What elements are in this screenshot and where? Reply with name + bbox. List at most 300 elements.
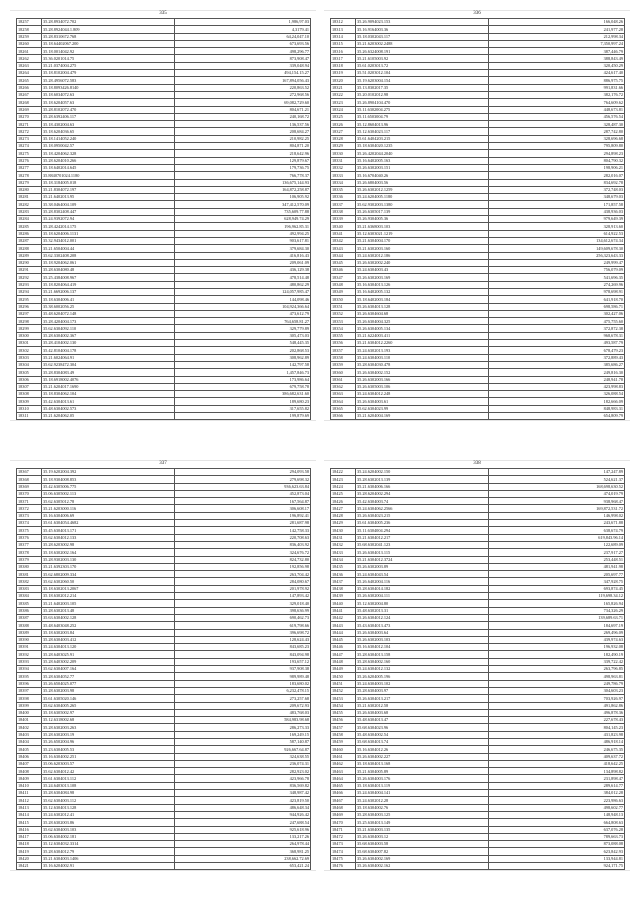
- row-coordinate: 35.26.6304002.162: [356, 863, 489, 870]
- row-value: 548,445.35: [175, 340, 311, 347]
- table-row: [331, 636, 625, 643]
- table-row: [331, 230, 625, 237]
- row-value: 584,983.98.68: [175, 717, 311, 724]
- row-id: 18261: [17, 48, 42, 55]
- row-coordinate: 35.24.6302012.41: [42, 811, 175, 818]
- row-value: 106,905.92: [175, 194, 311, 201]
- row-coordinate: 35.26.6304003.176: [356, 775, 489, 782]
- row-value: 409,637.72: [489, 753, 625, 760]
- table-row: [17, 383, 311, 390]
- table-row: [17, 607, 311, 614]
- row-id: 18291: [17, 267, 42, 274]
- row-id: 18388: [17, 622, 42, 629]
- row-value: 212,998.34: [489, 33, 625, 40]
- row-value: 979,649.39: [489, 216, 625, 223]
- table-row: [331, 77, 625, 84]
- row-value: 282,016.07: [489, 172, 625, 179]
- row-value: 139,689.63.71: [489, 614, 625, 621]
- row-id: 18335: [331, 186, 356, 193]
- row-id: 18332: [331, 164, 356, 171]
- row-value: 386,682,631.60: [175, 391, 311, 398]
- row-value: 619,843.96.14: [489, 534, 625, 541]
- table-row: [331, 332, 625, 339]
- row-coordinate: 35.28.6302003.19: [42, 731, 175, 738]
- row-id: 18443: [331, 622, 356, 629]
- row-id: 18470: [331, 819, 356, 826]
- row-value: 824,732.80: [175, 556, 311, 563]
- row-coordinate: 35.18.6304013.119: [356, 782, 489, 789]
- row-value: 693,874.45: [489, 585, 625, 592]
- row-value: 168,698,630.52: [489, 483, 625, 490]
- row-coordinate: 35.28.4204004.173: [42, 318, 175, 325]
- table-row: [17, 666, 311, 673]
- table-row: [17, 318, 311, 325]
- row-coordinate: 35.62.6305012.78: [42, 498, 175, 505]
- row-id: 18454: [331, 702, 356, 709]
- row-id: 18469: [331, 811, 356, 818]
- row-id: 18307: [17, 383, 42, 390]
- table-row: [331, 398, 625, 405]
- table-row: [17, 369, 311, 376]
- row-coordinate: 35.21.0374004.275: [42, 62, 175, 69]
- row-value: 944,926.42: [175, 811, 311, 818]
- table-row: [17, 26, 311, 33]
- table-row: [17, 259, 311, 266]
- row-value: 305,473.03: [175, 332, 311, 339]
- row-id: 18309: [17, 398, 42, 405]
- table-row: [17, 223, 311, 230]
- row-coordinate: 35.26.6302012.1259: [356, 186, 489, 193]
- row-coordinate: 35.28.6304080.48: [42, 267, 175, 274]
- row-id: 18260: [17, 40, 42, 47]
- row-id: 18370: [17, 490, 42, 497]
- row-value: 148,948.13: [489, 811, 625, 818]
- row-coordinate: 35.48.6304002.54: [356, 731, 489, 738]
- table-row: [331, 563, 625, 570]
- row-value: 804,671.21: [175, 106, 311, 113]
- row-value: 142,797.58: [175, 361, 311, 368]
- row-value: 637,076.28: [489, 826, 625, 833]
- table-row: [17, 113, 311, 120]
- table-row: [17, 797, 311, 804]
- row-coordinate: 35.21.6224003.411: [356, 332, 489, 339]
- row-value: 6,232,478.15: [175, 687, 311, 694]
- table-row: [17, 651, 311, 658]
- row-id: 18382: [17, 578, 42, 585]
- row-value: 664,808.63: [489, 819, 625, 826]
- table-row: [331, 383, 625, 390]
- table-row: [331, 354, 625, 361]
- row-coordinate: 35.28.6304003.412: [42, 636, 175, 643]
- table-row: [331, 223, 625, 230]
- row-coordinate: 35.21.6304003.135: [356, 826, 489, 833]
- row-coordinate: 35.21.6504004.44: [42, 245, 175, 252]
- row-id: 18319: [331, 70, 356, 77]
- row-value: 936,623.63.84: [175, 483, 311, 490]
- row-id: 18361: [331, 376, 356, 383]
- row-id: 18455: [331, 709, 356, 716]
- row-coordinate: 35.18.9304008.853: [42, 476, 175, 483]
- table-row: [331, 164, 625, 171]
- table-row: [331, 405, 625, 412]
- row-coordinate: 35.21.6302012.58: [356, 702, 489, 709]
- row-coordinate: 35.21.6368003.103: [356, 223, 489, 230]
- row-value: 372,889.43: [489, 354, 625, 361]
- row-coordinate: 35.26.6304003.12: [356, 833, 489, 840]
- row-coordinate: 35.26.6302003.89: [356, 563, 489, 570]
- table-row: [331, 340, 625, 347]
- row-value: 122,689.09: [489, 541, 625, 548]
- row-value: 129,879.67: [175, 157, 311, 164]
- row-coordinate: 35.18.9204062.061: [42, 259, 175, 266]
- row-id: 18274: [17, 143, 42, 150]
- table-row: [331, 369, 625, 376]
- row-value: 169,872,531.72: [489, 505, 625, 512]
- row-coordinate: 35.42.6305006.775: [42, 483, 175, 490]
- row-coordinate: 35.19.6202004.392: [42, 469, 175, 476]
- row-value: 196,932.08: [489, 644, 625, 651]
- table-row: [331, 413, 625, 420]
- row-coordinate: 35.21.6024064.91: [42, 354, 175, 361]
- row-value: 638,674.79: [489, 527, 625, 534]
- row-value: 149,609,678.30: [489, 245, 625, 252]
- table-row: [17, 490, 311, 497]
- row-value: 926,667.64.87: [175, 746, 311, 753]
- row-value: 494,154.15.27: [175, 70, 311, 77]
- row-value: 843,094.98: [175, 651, 311, 658]
- table-row: [331, 571, 625, 578]
- row-id: 18391: [17, 644, 42, 651]
- table-row: [331, 194, 625, 201]
- row-coordinate: 35.06.6305002.113: [42, 490, 175, 497]
- row-value: 619,798.66: [175, 622, 311, 629]
- table-row: [17, 687, 311, 694]
- table-row: [17, 593, 311, 600]
- row-coordinate: 35.26.6304004.325: [356, 318, 489, 325]
- row-coordinate: 35.18.0302043.117: [356, 33, 489, 40]
- row-value: 306,608.17: [175, 505, 311, 512]
- table-row: [17, 157, 311, 164]
- table-row: [17, 585, 311, 592]
- row-coordinate: 35.16.6204002.91: [42, 863, 175, 870]
- row-value: 317,655.82: [175, 405, 311, 412]
- row-value: 210,982.25: [175, 135, 311, 142]
- table-row: [17, 476, 311, 483]
- table-row: [17, 600, 311, 607]
- row-coordinate: 35.26.6324008.191: [356, 48, 489, 55]
- row-id: 18266: [17, 84, 42, 91]
- row-coordinate: 35.51.0203012.104: [356, 70, 489, 77]
- row-value: 1,457,846.73: [175, 369, 311, 376]
- row-coordinate: 35.48.6304013.47: [356, 717, 489, 724]
- row-coordinate: 35.62.6802009.334: [42, 571, 175, 578]
- row-value: 989,989.48: [175, 673, 311, 680]
- row-id: 18387: [17, 614, 42, 621]
- ledger-page-1: [10, 10, 316, 421]
- row-id: 18397: [17, 687, 42, 694]
- row-id: 18342: [331, 237, 356, 244]
- row-id: 18375: [17, 527, 42, 534]
- table-row: [17, 848, 311, 855]
- row-id: 18262: [17, 55, 42, 62]
- row-id: 18330: [331, 150, 356, 157]
- row-id: 18278: [17, 172, 42, 179]
- table-row: [331, 760, 625, 767]
- row-value: 164,872,258.87: [175, 186, 311, 193]
- row-coordinate: 35.12.6302004.80: [356, 600, 489, 607]
- row-coordinate: 35.28.6304002.367: [42, 332, 175, 339]
- ledger-table: [330, 18, 625, 420]
- table-row: [17, 826, 311, 833]
- row-id: 18390: [17, 636, 42, 643]
- row-value: 294,898.23: [489, 150, 625, 157]
- row-coordinate: 35.32.9434012.001: [42, 237, 175, 244]
- row-coordinate: 35.21.6203000.116: [42, 505, 175, 512]
- row-coordinate: 35.12.6303021.1219: [356, 230, 489, 237]
- row-id: 18322: [331, 91, 356, 98]
- row-id: 18425: [331, 490, 356, 497]
- row-coordinate: 35.21.6304012.217: [356, 534, 489, 541]
- table-row: [17, 55, 311, 62]
- table-row: [331, 738, 625, 745]
- row-value: 119,698.34.12: [489, 593, 625, 600]
- row-id: 18465: [331, 782, 356, 789]
- row-value: 481,941.98: [489, 563, 625, 570]
- row-coordinate: 35.8840701024.1180: [42, 172, 175, 179]
- row-value: 475,755.60: [489, 318, 625, 325]
- row-id: 18287: [17, 237, 42, 244]
- table-row: [17, 527, 311, 534]
- row-coordinate: 35.26.6304002.227: [356, 753, 489, 760]
- table-row: [331, 534, 625, 541]
- table-row: [331, 55, 625, 62]
- row-coordinate: 35.62.6304023.99: [356, 405, 489, 412]
- row-value: 423,998.83: [489, 383, 625, 390]
- table-row: [331, 841, 625, 848]
- row-coordinate: 35.26.6302003.103: [356, 636, 489, 643]
- table-row: [331, 274, 625, 281]
- row-value: 302,427.06: [489, 310, 625, 317]
- row-value: 282,923.02: [175, 768, 311, 775]
- row-coordinate: 35.26.6304003.64: [356, 629, 489, 636]
- row-id: 18290: [17, 259, 42, 266]
- row-id: 18362: [331, 383, 356, 390]
- row-id: 18409: [17, 775, 42, 782]
- row-value: 903,617.81: [175, 237, 311, 244]
- row-id: 18459: [331, 738, 356, 745]
- row-value: 836,403.92: [175, 541, 311, 548]
- row-value: 320,450.29: [489, 62, 625, 69]
- table-row: [331, 658, 625, 665]
- row-value: 4,3179.41: [175, 26, 311, 33]
- table-row: [331, 259, 625, 266]
- row-coordinate: 35.18.6304020.1235: [356, 143, 489, 150]
- row-coordinate: 35.28.6304084.98: [42, 790, 175, 797]
- row-id: 18356: [331, 340, 356, 347]
- row-id: 18297: [17, 310, 42, 317]
- table-row: [331, 121, 625, 128]
- table-row: [331, 768, 625, 775]
- row-coordinate: 35.21.6204062.05: [42, 413, 175, 420]
- row-value: 208,684.27: [175, 128, 311, 135]
- table-row: [331, 33, 625, 40]
- row-coordinate: 35.24.6304012.132: [356, 666, 489, 673]
- row-id: 18306: [17, 376, 42, 383]
- table-row: [331, 157, 625, 164]
- table-row: [331, 135, 625, 142]
- row-value: 328,487.30: [489, 121, 625, 128]
- row-value: 246,675.35: [489, 746, 625, 753]
- table-row: [331, 310, 625, 317]
- table-row: [331, 179, 625, 186]
- row-id: 18285: [17, 223, 42, 230]
- table-row: [17, 208, 311, 215]
- row-coordinate: 35.11.6302004.275: [356, 106, 489, 113]
- row-value: 241,977.28: [489, 26, 625, 33]
- row-coordinate: 35.28.6302003.98: [42, 687, 175, 694]
- row-id: 18304: [17, 361, 42, 368]
- row-coordinate: 35.24.6302013.193: [356, 347, 489, 354]
- table-row: [331, 673, 625, 680]
- table-row: [17, 252, 311, 259]
- row-id: 18431: [331, 534, 356, 541]
- row-id: 18311: [17, 413, 42, 420]
- table-row: [331, 150, 625, 157]
- row-value: 281,687.98: [175, 520, 311, 527]
- row-coordinate: 35.28.4242014.175: [42, 223, 175, 230]
- table-row: [17, 541, 311, 548]
- row-coordinate: 35.21.6304004.170: [356, 237, 489, 244]
- ledger-table: [16, 18, 311, 420]
- row-value: 179,736.75: [175, 164, 311, 171]
- row-value: 173,986.64: [175, 376, 311, 383]
- row-coordinate: 35.16.6304002.251: [42, 753, 175, 760]
- row-value: 491,862.86: [489, 702, 625, 709]
- row-value: 438,936.03: [489, 208, 625, 215]
- row-id: 18358: [331, 354, 356, 361]
- table-row: [331, 469, 625, 476]
- table-row: [331, 629, 625, 636]
- table-row: [17, 520, 311, 527]
- row-value: 308,962.89: [175, 354, 311, 361]
- table-row: [331, 237, 625, 244]
- row-id: 18360: [331, 369, 356, 376]
- row-id: 18421: [17, 863, 42, 870]
- row-coordinate: 35.18.6304013.168: [356, 760, 489, 767]
- row-coordinate: 35.48.6302013.31: [356, 607, 489, 614]
- row-value: 347,412,570.09: [175, 201, 311, 208]
- row-id: 18308: [17, 391, 42, 398]
- row-value: 368,981.25: [175, 848, 311, 855]
- row-value: 134,612,674.34: [489, 237, 625, 244]
- row-id: 18257: [17, 19, 42, 26]
- table-row: [331, 361, 625, 368]
- row-coordinate: 35.12.8604013.96: [356, 121, 489, 128]
- row-id: 18321: [331, 84, 356, 91]
- row-value: 192,856.98: [175, 563, 311, 570]
- row-value: 424,617.40: [489, 70, 625, 77]
- row-coordinate: 35.62.9302003.1380: [356, 201, 489, 208]
- row-coordinate: 35.21.6402013.95: [42, 194, 175, 201]
- table-row: [17, 717, 311, 724]
- row-value: 384,012.28: [489, 790, 625, 797]
- row-value: 144,098.46: [175, 296, 311, 303]
- table-row: [17, 833, 311, 840]
- row-coordinate: 35.28.8304083.49: [42, 369, 175, 376]
- row-value: 474,019.79: [489, 490, 625, 497]
- row-id: 18350: [331, 296, 356, 303]
- page-number: 337: [159, 461, 167, 466]
- row-coordinate: 35.28.6204002.294: [356, 490, 489, 497]
- row-id: 18463: [331, 768, 356, 775]
- row-id: 18340: [331, 223, 356, 230]
- row-id: 18433: [331, 549, 356, 556]
- row-id: 18302: [17, 347, 42, 354]
- row-value: 146,998.02: [489, 512, 625, 519]
- row-id: 18436: [331, 571, 356, 578]
- row-value: 834,692.78: [489, 179, 625, 186]
- row-id: 18392: [17, 651, 42, 658]
- row-coordinate: 35.48.6204072.148: [42, 310, 175, 317]
- row-value: 166,048.26: [489, 19, 625, 26]
- row-coordinate: 35.24.6304043.54: [356, 571, 489, 578]
- table-row: [17, 296, 311, 303]
- row-coordinate: 35.28.4956072.583: [42, 77, 175, 84]
- table-row: [17, 644, 311, 651]
- row-id: 18353: [331, 318, 356, 325]
- ledger-table: [330, 468, 625, 870]
- row-coordinate: 35.25.6304013.149: [356, 819, 489, 826]
- row-coordinate: 35.16.6704040.26: [356, 172, 489, 179]
- table-row: [331, 549, 625, 556]
- row-value: 289,614.77: [489, 782, 625, 789]
- row-coordinate: 35.28.8302408.447: [42, 208, 175, 215]
- table-row: [17, 288, 311, 295]
- row-id: 18401: [17, 717, 42, 724]
- row-coordinate: 35.21.6105003.92: [356, 55, 489, 62]
- row-coordinate: 35.18.3184005.018: [42, 179, 175, 186]
- row-value: 387,446.79: [489, 48, 625, 55]
- table-row: [17, 391, 311, 398]
- row-id: 18430: [331, 527, 356, 534]
- row-value: 249,816.30: [489, 369, 625, 376]
- row-coordinate: 35.24.9392072.94: [42, 216, 175, 223]
- row-value: 978,698.91: [489, 288, 625, 295]
- row-id: 18464: [331, 775, 356, 782]
- table-row: [17, 775, 311, 782]
- row-value: 248,941.78: [489, 376, 625, 383]
- row-value: 136,675,144.93: [175, 179, 311, 186]
- table-row: [331, 476, 625, 483]
- row-coordinate: 35.26.6302003.151: [356, 164, 489, 171]
- row-coordinate: 35.28.6304003.125: [356, 811, 489, 818]
- row-id: 18418: [17, 841, 42, 848]
- row-coordinate: 35.26.6305017.139: [356, 208, 489, 215]
- row-coordinate: 35.42.8104004.178: [42, 347, 175, 354]
- row-id: 18402: [17, 724, 42, 731]
- row-coordinate: 35.26.6504025.077: [42, 680, 175, 687]
- row-value: 673,693.56: [175, 40, 311, 47]
- row-coordinate: 35.68.6302041.123: [356, 541, 489, 548]
- row-coordinate: 35.06.6203003.57: [42, 760, 175, 767]
- row-id: 18374: [17, 520, 42, 527]
- row-value: 886,975.75: [489, 77, 625, 84]
- row-coordinate: 35.45.6304013.171: [42, 527, 175, 534]
- row-value: 431,823.98: [489, 731, 625, 738]
- row-id: 18412: [17, 797, 42, 804]
- table-row: [331, 490, 625, 497]
- row-id: 18407: [17, 760, 42, 767]
